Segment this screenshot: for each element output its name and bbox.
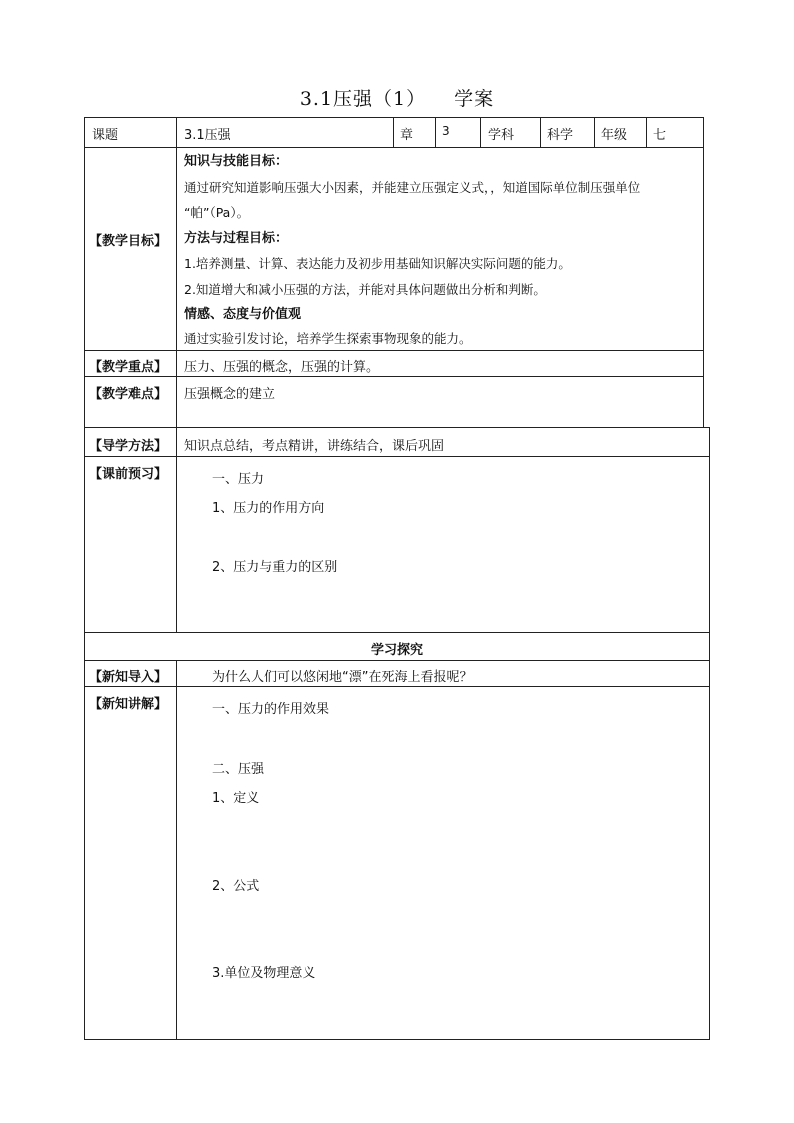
grid-line <box>84 1039 710 1040</box>
topic-value: 3.1压强 <box>184 128 231 143</box>
lecture-line-4: 2、公式 <box>212 879 260 894</box>
grid-line <box>393 117 394 147</box>
grid-line <box>84 427 85 1040</box>
objectives-label: 【教学目标】 <box>89 234 168 249</box>
grid-line <box>84 660 710 661</box>
knowledge-line-1: 通过研究知道影响压强大小因素，并能建立压强定义式，，知道国际单位制压强单位 <box>184 180 641 195</box>
grid-line <box>646 117 647 147</box>
preview-line-2: 1、压力的作用方向 <box>212 501 325 516</box>
grid-line <box>84 686 710 687</box>
grid-line <box>84 427 710 428</box>
topic-label: 课题 <box>92 128 119 143</box>
lecture-line-3: 1、定义 <box>212 791 260 806</box>
grid-line <box>84 456 710 457</box>
grade-value: 七 <box>653 128 667 143</box>
grid-line <box>176 660 177 1040</box>
knowledge-line-2: “帕”（Pa）。 <box>184 205 250 220</box>
grid-line <box>480 117 481 147</box>
grid-line <box>176 117 177 427</box>
explore-heading: 学习探究 <box>370 643 423 658</box>
subject-value: 科学 <box>547 128 574 143</box>
method-label: 【导学方法】 <box>89 439 168 454</box>
method-line-1: 1.培养测量、计算、表达能力及初步用基础知识解决实际问题的能力。 <box>184 256 571 271</box>
lecture-line-2: 二、压强 <box>212 762 265 777</box>
grid-line <box>703 117 704 427</box>
knowledge-heading: 知识与技能目标： <box>184 154 289 169</box>
grid-line <box>84 117 704 118</box>
grid-line <box>84 350 704 351</box>
grid-line <box>594 117 595 147</box>
grid-line <box>84 117 85 427</box>
chapter-label: 章 <box>400 128 414 143</box>
intro-label: 【新知导入】 <box>89 670 168 685</box>
grid-line <box>435 117 436 147</box>
page-title <box>0 84 794 111</box>
method-line-2: 2.知道增大和减小压强的方法，并能对具体问题做出分析和判断。 <box>184 282 546 297</box>
lecture-line-1: 一、压力的作用效果 <box>212 702 330 717</box>
intro-value: 为什么人们可以悠闲地“漂”在死海上看报呢？ <box>212 670 473 685</box>
grid-line <box>84 147 704 148</box>
subject-label: 学科 <box>488 128 515 143</box>
method-value: 知识点总结，考点精讲，讲练结合，课后巩固 <box>184 439 445 454</box>
preview-label: 【课前预习】 <box>89 467 168 482</box>
grid-line <box>84 632 710 633</box>
key-point-label: 【教学重点】 <box>89 360 168 375</box>
title-main: 3.1压强（1） <box>299 88 427 110</box>
grid-line <box>709 427 710 1040</box>
preview-line-3: 2、压力与重力的区别 <box>212 560 338 575</box>
lecture-line-5: 3.单位及物理意义 <box>212 966 316 981</box>
method-heading: 方法与过程目标： <box>184 231 289 246</box>
emotion-line-1: 通过实验引发讨论，培养学生探索事物现象的能力。 <box>184 331 472 346</box>
preview-line-1: 一、压力 <box>212 472 265 487</box>
grid-line <box>176 427 177 633</box>
grid-line <box>84 376 704 377</box>
grid-line <box>540 117 541 147</box>
difficulty-value: 压强概念的建立 <box>184 387 276 402</box>
key-point-value: 压力、压强的概念，压强的计算。 <box>184 360 380 375</box>
grade-label: 年级 <box>601 128 628 143</box>
title-suffix: 学案 <box>454 88 495 110</box>
difficulty-label: 【教学难点】 <box>89 387 168 402</box>
emotion-heading: 情感、态度与价值观 <box>184 307 302 322</box>
chapter-value: 3 <box>442 124 450 138</box>
lecture-label: 【新知讲解】 <box>89 697 168 712</box>
